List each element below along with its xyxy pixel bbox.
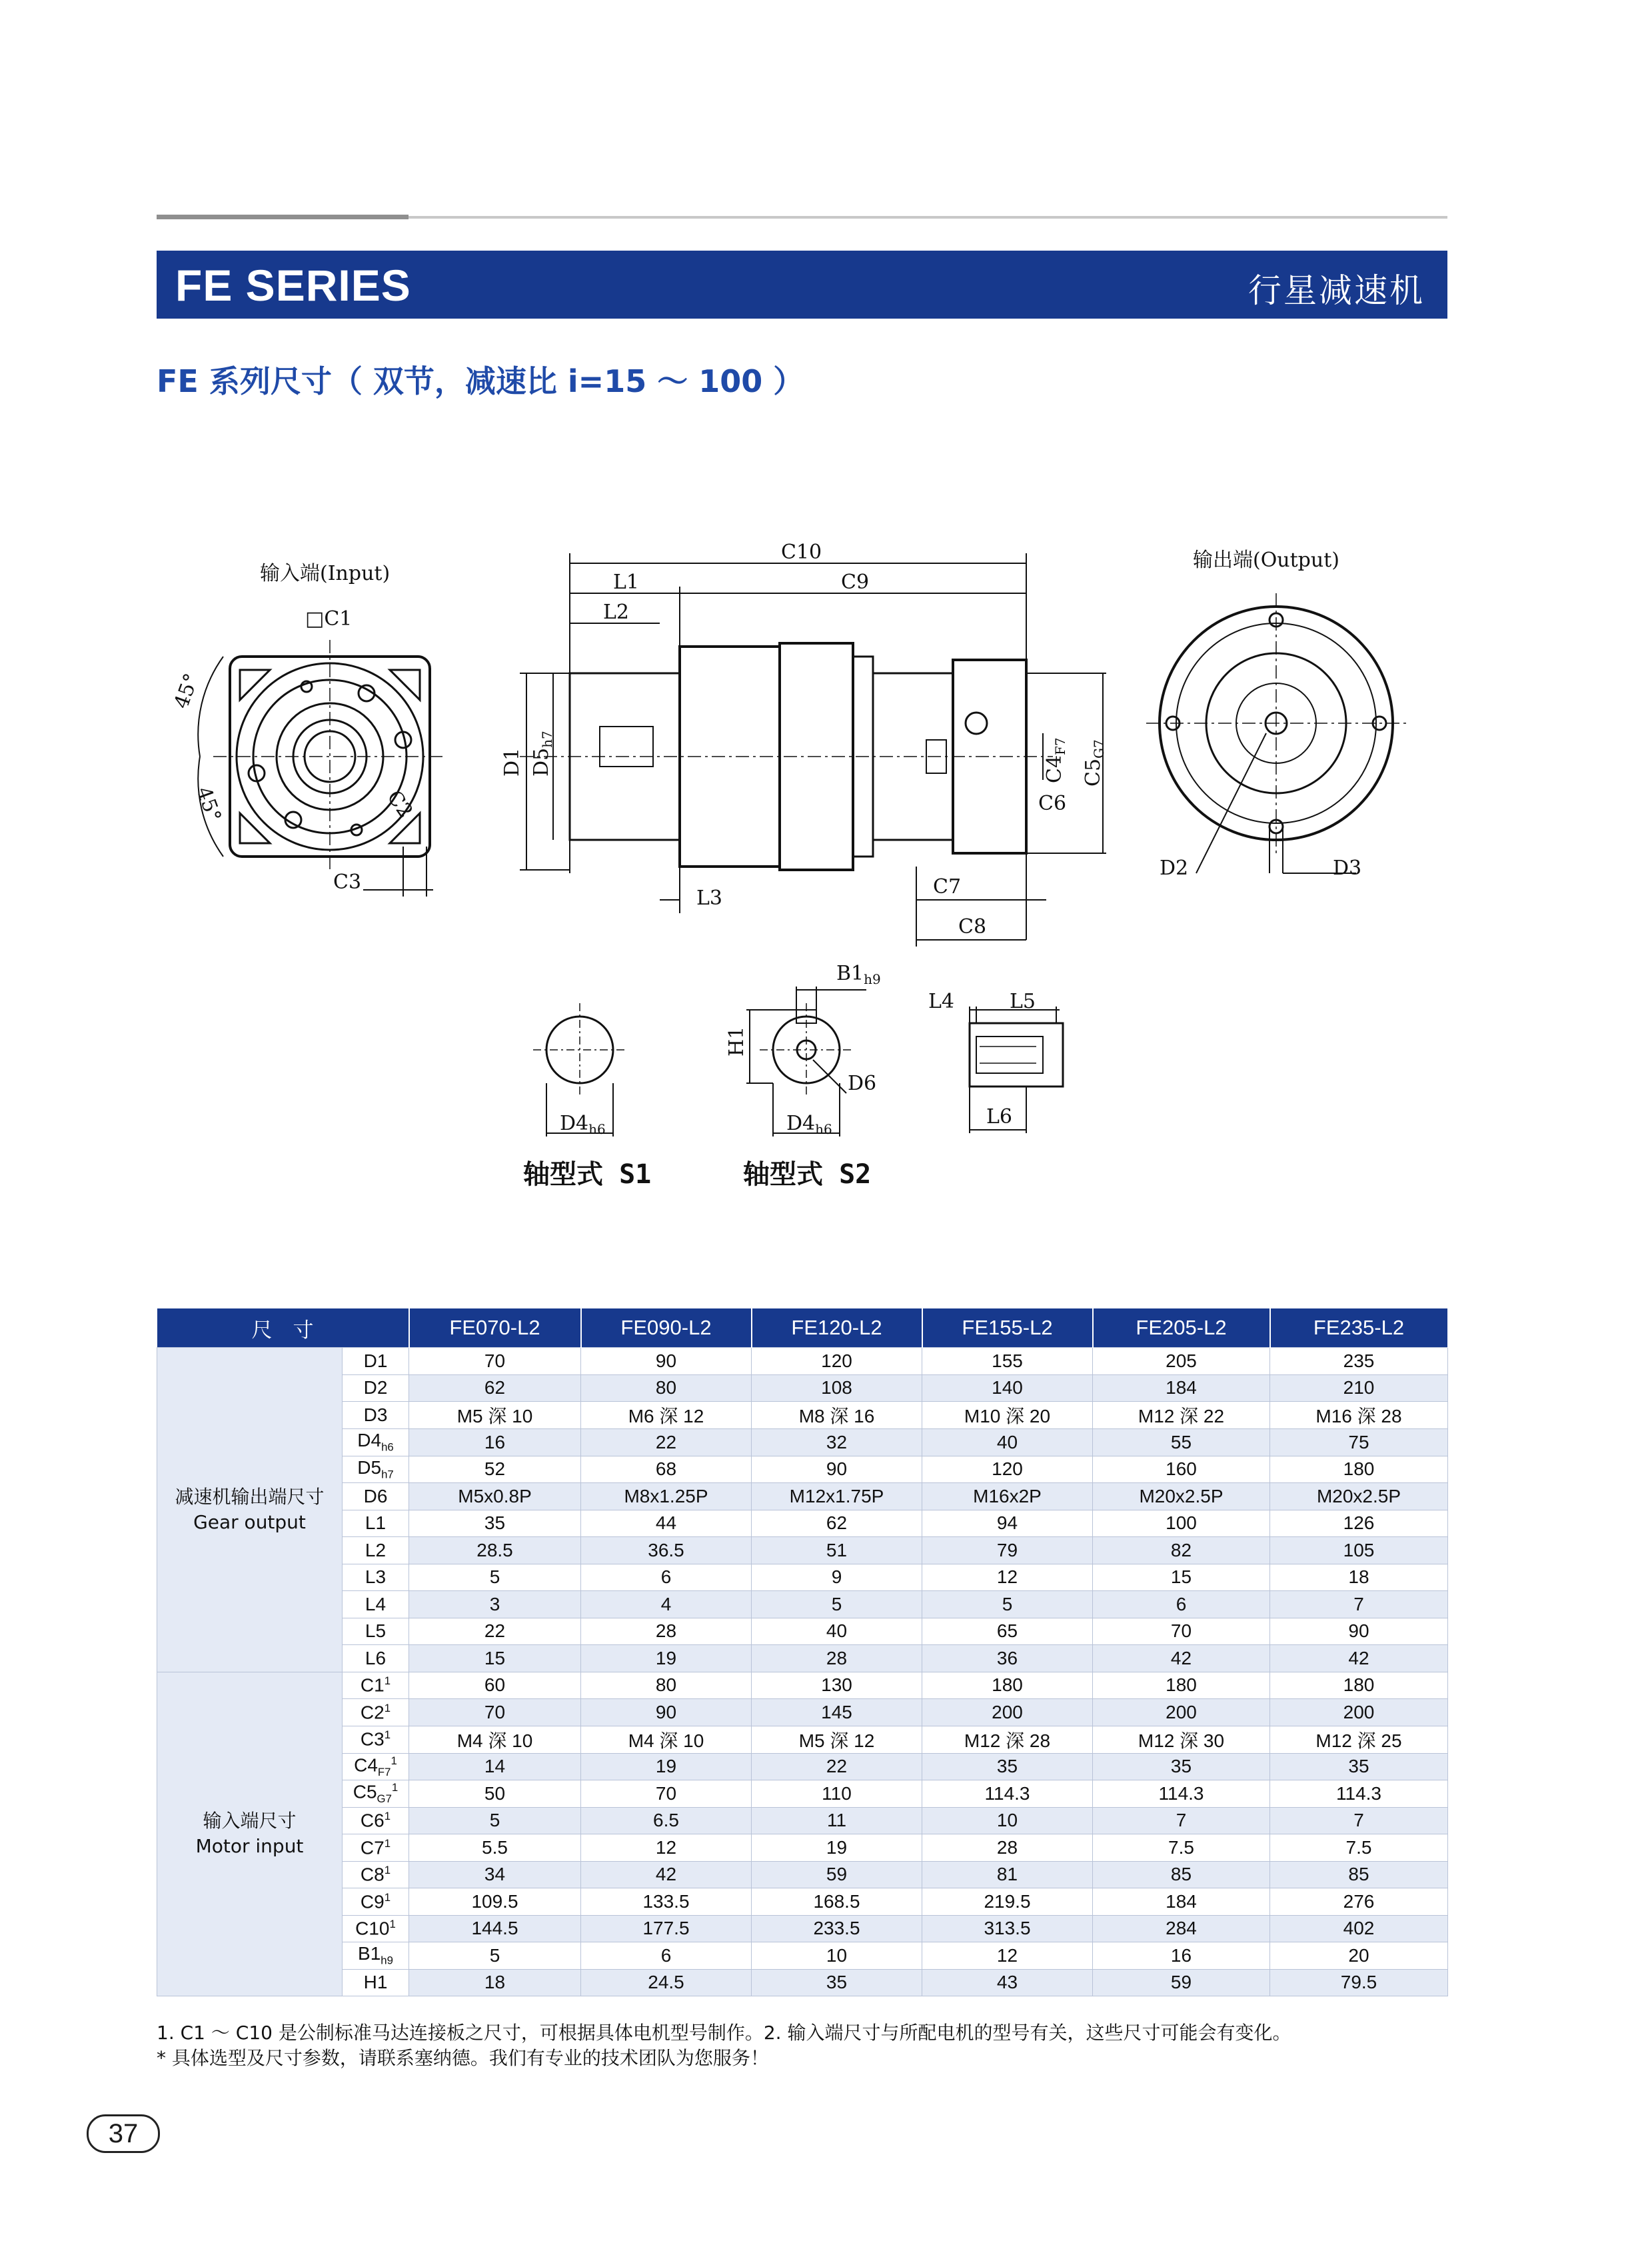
value-cell: 108 bbox=[752, 1374, 922, 1402]
c10-label: C10 bbox=[781, 541, 822, 564]
dimension-tolerance: F7 bbox=[377, 1765, 391, 1778]
value-cell: 68 bbox=[581, 1456, 752, 1483]
table-row bbox=[157, 1456, 1448, 1483]
l3-label: L3 bbox=[696, 887, 723, 910]
l6-label: L6 bbox=[986, 1105, 1013, 1128]
series-title: FE SERIES bbox=[175, 261, 411, 310]
table-row bbox=[157, 1645, 1448, 1672]
note-line-2: * 具体选型及尺寸参数，请联系塞纳德。我们有专业的技术团队为您服务！ bbox=[157, 2047, 769, 2069]
c2-label: C2 bbox=[382, 786, 418, 823]
table-row bbox=[157, 1510, 1448, 1537]
value-cell: M20x2.5P bbox=[1093, 1483, 1270, 1510]
value-cell: 79 bbox=[922, 1537, 1093, 1564]
value-cell: M6 深 12 bbox=[581, 1402, 752, 1429]
dimension-tolerance: h6 bbox=[381, 1441, 394, 1454]
value-cell: 4 bbox=[581, 1591, 752, 1618]
dimension-symbol: D4 bbox=[357, 1430, 382, 1451]
group-label-en: Gear output bbox=[193, 1510, 306, 1533]
value-cell: 184 bbox=[1093, 1888, 1270, 1916]
dimension-symbol: C7 bbox=[360, 1836, 385, 1858]
d1-label: D1 bbox=[500, 747, 524, 777]
value-cell: 210 bbox=[1270, 1374, 1448, 1402]
value-cell: 35 bbox=[1270, 1753, 1448, 1780]
thread-detail-view bbox=[970, 1007, 1063, 1133]
value-cell: 90 bbox=[581, 1348, 752, 1375]
table-row bbox=[157, 1753, 1448, 1780]
header-model: FE155-L2 bbox=[922, 1308, 1093, 1348]
dimension-tolerance: h9 bbox=[381, 1954, 393, 1968]
value-cell: 6 bbox=[1093, 1591, 1270, 1618]
table-row bbox=[157, 1942, 1448, 1970]
value-cell: 43 bbox=[922, 1969, 1093, 1996]
angle-lower: 45° bbox=[191, 783, 226, 825]
group-label-cn: 减速机输出端尺寸 bbox=[175, 1485, 325, 1508]
value-cell: 5 bbox=[752, 1591, 922, 1618]
table-row bbox=[157, 1780, 1448, 1808]
value-cell: 60 bbox=[409, 1672, 581, 1699]
value-cell: M8 深 16 bbox=[752, 1402, 922, 1429]
c3-label: C3 bbox=[333, 871, 362, 894]
d4-label-s1: $D4_{h6}$ bbox=[560, 1112, 606, 1137]
dimension-name bbox=[343, 1456, 409, 1483]
dimension-symbol: L1 bbox=[365, 1512, 387, 1534]
value-cell: 40 bbox=[752, 1618, 922, 1645]
value-cell: 140 bbox=[922, 1374, 1093, 1402]
dimension-name bbox=[343, 1915, 409, 1942]
value-cell: M4 深 10 bbox=[409, 1726, 581, 1753]
group-label-cn: 输入端尺寸 bbox=[203, 1810, 297, 1832]
value-cell: 184 bbox=[1093, 1374, 1270, 1402]
value-cell: 42 bbox=[1270, 1645, 1448, 1672]
value-cell: 3 bbox=[409, 1591, 581, 1618]
c9-label: C9 bbox=[841, 571, 870, 594]
value-cell: 50 bbox=[409, 1780, 581, 1808]
dimension-name bbox=[343, 1645, 409, 1672]
value-cell: 5.5 bbox=[409, 1834, 581, 1862]
dimension-symbol: B1 bbox=[358, 1943, 381, 1964]
series-subtitle: 行星减速机 bbox=[1248, 271, 1425, 310]
table-row bbox=[157, 1374, 1448, 1402]
dimension-name bbox=[343, 1699, 409, 1726]
d3-label: D3 bbox=[1333, 857, 1362, 880]
dimension-name bbox=[343, 1753, 409, 1780]
value-cell: 109.5 bbox=[409, 1888, 581, 1916]
c4-label: $C4_{F7}$ bbox=[1043, 737, 1068, 783]
dimension-symbol: D1 bbox=[363, 1350, 388, 1371]
value-cell: 70 bbox=[409, 1699, 581, 1726]
value-cell: 105 bbox=[1270, 1537, 1448, 1564]
d2-label: D2 bbox=[1160, 857, 1189, 880]
dimension-name bbox=[343, 1888, 409, 1916]
value-cell: 200 bbox=[922, 1699, 1093, 1726]
value-cell: 18 bbox=[1270, 1564, 1448, 1591]
value-cell: M12x1.75P bbox=[752, 1483, 922, 1510]
shaft-s2-label: 轴型式 S2 bbox=[743, 1159, 872, 1190]
value-cell: 7 bbox=[1093, 1807, 1270, 1834]
value-cell: 180 bbox=[1270, 1672, 1448, 1699]
value-cell: 51 bbox=[752, 1537, 922, 1564]
value-cell: M8x1.25P bbox=[581, 1483, 752, 1510]
value-cell: M12 深 25 bbox=[1270, 1726, 1448, 1753]
value-cell: 10 bbox=[752, 1942, 922, 1970]
dimension-footnote: 1 bbox=[384, 1674, 391, 1688]
value-cell: 16 bbox=[1093, 1942, 1270, 1970]
value-cell: 32 bbox=[752, 1429, 922, 1456]
value-cell: 12 bbox=[581, 1834, 752, 1862]
dimension-footnote: 1 bbox=[389, 1918, 396, 1931]
value-cell: 120 bbox=[752, 1348, 922, 1375]
value-cell: 16 bbox=[409, 1429, 581, 1456]
c5-label: $C5_{G7}$ bbox=[1082, 739, 1107, 787]
dimension-symbol: L6 bbox=[365, 1647, 387, 1668]
value-cell: 35 bbox=[922, 1753, 1093, 1780]
value-cell: 52 bbox=[409, 1456, 581, 1483]
value-cell: 81 bbox=[922, 1861, 1093, 1888]
l5-label: L5 bbox=[1010, 990, 1036, 1013]
value-cell: 18 bbox=[409, 1969, 581, 1996]
value-cell: 70 bbox=[409, 1348, 581, 1375]
value-cell: 85 bbox=[1270, 1861, 1448, 1888]
table-row bbox=[157, 1537, 1448, 1564]
value-cell: 35 bbox=[409, 1510, 581, 1537]
value-cell: 80 bbox=[581, 1672, 752, 1699]
value-cell: 160 bbox=[1093, 1456, 1270, 1483]
angle-upper: 45° bbox=[169, 670, 204, 712]
c1-label: □C1 bbox=[305, 607, 353, 631]
dimension-symbol: C8 bbox=[360, 1864, 385, 1885]
dimension-name bbox=[343, 1942, 409, 1970]
value-cell: 155 bbox=[922, 1348, 1093, 1375]
value-cell: 55 bbox=[1093, 1429, 1270, 1456]
dimension-table bbox=[157, 1308, 1449, 1996]
dimension-symbol: D6 bbox=[363, 1485, 388, 1506]
table-row bbox=[157, 1591, 1448, 1618]
dimension-symbol: C3 bbox=[360, 1728, 385, 1750]
value-cell: 94 bbox=[922, 1510, 1093, 1537]
table-row bbox=[157, 1402, 1448, 1429]
dimension-symbol: C6 bbox=[360, 1810, 385, 1831]
header-dimension: 尺 寸 bbox=[157, 1308, 409, 1348]
value-cell: 5 bbox=[922, 1591, 1093, 1618]
input-label: 输入端(Input) bbox=[260, 562, 391, 585]
value-cell: 6.5 bbox=[581, 1807, 752, 1834]
value-cell: M10 深 20 bbox=[922, 1402, 1093, 1429]
value-cell: 110 bbox=[752, 1780, 922, 1808]
h1-label: H1 bbox=[725, 1026, 748, 1057]
d5-label: $D5_{h7}$ bbox=[530, 731, 555, 777]
value-cell: 36.5 bbox=[581, 1537, 752, 1564]
dimension-footnote: 1 bbox=[391, 1781, 399, 1794]
value-cell: 65 bbox=[922, 1618, 1093, 1645]
value-cell: 70 bbox=[1093, 1618, 1270, 1645]
dimension-symbol: D3 bbox=[363, 1404, 388, 1425]
value-cell: 7.5 bbox=[1270, 1834, 1448, 1862]
dimension-name bbox=[343, 1726, 409, 1753]
value-cell: 180 bbox=[1093, 1672, 1270, 1699]
value-cell: M5 深 12 bbox=[752, 1726, 922, 1753]
value-cell: M16x2P bbox=[922, 1483, 1093, 1510]
value-cell: 130 bbox=[752, 1672, 922, 1699]
value-cell: 22 bbox=[409, 1618, 581, 1645]
value-cell: 85 bbox=[1093, 1861, 1270, 1888]
value-cell: 35 bbox=[752, 1969, 922, 1996]
value-cell: 80 bbox=[581, 1374, 752, 1402]
dimension-tolerance: h7 bbox=[381, 1468, 394, 1481]
c7-label: C7 bbox=[933, 875, 962, 899]
value-cell: 28 bbox=[752, 1645, 922, 1672]
value-cell: 28.5 bbox=[409, 1537, 581, 1564]
value-cell: 200 bbox=[1270, 1699, 1448, 1726]
value-cell: 11 bbox=[752, 1807, 922, 1834]
dimension-name bbox=[343, 1483, 409, 1510]
value-cell: 276 bbox=[1270, 1888, 1448, 1916]
dimension-tolerance: G7 bbox=[377, 1792, 392, 1806]
table-row bbox=[157, 1726, 1448, 1753]
dimension-name bbox=[343, 1564, 409, 1591]
value-cell: 7 bbox=[1270, 1591, 1448, 1618]
value-cell: M5x0.8P bbox=[409, 1483, 581, 1510]
shaft-s1-label: 轴型式 S1 bbox=[523, 1159, 652, 1190]
value-cell: 42 bbox=[581, 1861, 752, 1888]
value-cell: 402 bbox=[1270, 1915, 1448, 1942]
value-cell: 22 bbox=[581, 1429, 752, 1456]
table-row bbox=[157, 1834, 1448, 1862]
table-row bbox=[157, 1807, 1448, 1834]
l4-label: L4 bbox=[928, 990, 955, 1013]
header-model: FE090-L2 bbox=[581, 1308, 752, 1348]
value-cell: 62 bbox=[752, 1510, 922, 1537]
value-cell: 19 bbox=[581, 1753, 752, 1780]
dimension-name bbox=[343, 1348, 409, 1375]
dimension-symbol: D2 bbox=[363, 1377, 388, 1398]
dimension-symbol: C10 bbox=[355, 1918, 390, 1939]
value-cell: 44 bbox=[581, 1510, 752, 1537]
dimension-footnote: 1 bbox=[384, 1701, 391, 1714]
dimension-name bbox=[343, 1374, 409, 1402]
value-cell: 59 bbox=[1093, 1969, 1270, 1996]
value-cell: M4 深 10 bbox=[581, 1726, 752, 1753]
dimension-name bbox=[343, 1591, 409, 1618]
value-cell: 19 bbox=[581, 1645, 752, 1672]
header-model: FE070-L2 bbox=[409, 1308, 581, 1348]
table-row bbox=[157, 1348, 1448, 1375]
value-cell: M16 深 28 bbox=[1270, 1402, 1448, 1429]
section-title: FE 系列尺寸（ 双节，减速比 i=15 ～ 100 ） bbox=[157, 363, 804, 399]
dimension-footnote: 1 bbox=[384, 1890, 391, 1904]
value-cell: 7 bbox=[1270, 1807, 1448, 1834]
dimension-footnote: 1 bbox=[384, 1728, 391, 1742]
l2-label: L2 bbox=[603, 601, 630, 624]
value-cell: M5 深 10 bbox=[409, 1402, 581, 1429]
value-cell: 5 bbox=[409, 1807, 581, 1834]
page-number: 37 bbox=[87, 2114, 160, 2153]
value-cell: 82 bbox=[1093, 1537, 1270, 1564]
value-cell: 90 bbox=[1270, 1618, 1448, 1645]
table-row bbox=[157, 1483, 1448, 1510]
value-cell: 5 bbox=[409, 1564, 581, 1591]
output-label: 输出端(Output) bbox=[1193, 549, 1339, 572]
c8-label: C8 bbox=[958, 915, 987, 939]
value-cell: 120 bbox=[922, 1456, 1093, 1483]
output-end-view bbox=[1146, 593, 1406, 873]
value-cell: 90 bbox=[581, 1699, 752, 1726]
value-cell: 180 bbox=[1270, 1456, 1448, 1483]
value-cell: 42 bbox=[1093, 1645, 1270, 1672]
value-cell: 59 bbox=[752, 1861, 922, 1888]
value-cell: M12 深 28 bbox=[922, 1726, 1093, 1753]
value-cell: 10 bbox=[922, 1807, 1093, 1834]
value-cell: 40 bbox=[922, 1429, 1093, 1456]
table-row bbox=[157, 1429, 1448, 1456]
input-end-view bbox=[198, 640, 446, 897]
dimension-name bbox=[343, 1618, 409, 1645]
d6-label: D6 bbox=[848, 1072, 877, 1095]
value-cell: 313.5 bbox=[922, 1915, 1093, 1942]
value-cell: 19 bbox=[752, 1834, 922, 1862]
value-cell: 7.5 bbox=[1093, 1834, 1270, 1862]
value-cell: 284 bbox=[1093, 1915, 1270, 1942]
value-cell: 14 bbox=[409, 1753, 581, 1780]
value-cell: 180 bbox=[922, 1672, 1093, 1699]
value-cell: 144.5 bbox=[409, 1915, 581, 1942]
dimension-symbol: L5 bbox=[365, 1620, 387, 1642]
value-cell: 9 bbox=[752, 1564, 922, 1591]
value-cell: 90 bbox=[752, 1456, 922, 1483]
dimension-footnote: 1 bbox=[391, 1754, 397, 1767]
dimension-name bbox=[343, 1861, 409, 1888]
dimension-symbol: D5 bbox=[357, 1456, 382, 1478]
b1-label: $B1_{h9}$ bbox=[836, 962, 881, 987]
dimension-footnote: 1 bbox=[384, 1836, 391, 1850]
dimension-name bbox=[343, 1807, 409, 1834]
header-model: FE235-L2 bbox=[1270, 1308, 1448, 1348]
value-cell: 70 bbox=[581, 1780, 752, 1808]
dimension-name bbox=[343, 1429, 409, 1456]
value-cell: 12 bbox=[922, 1942, 1093, 1970]
value-cell: M12 深 30 bbox=[1093, 1726, 1270, 1753]
dimension-name bbox=[343, 1672, 409, 1699]
header-model: FE205-L2 bbox=[1093, 1308, 1270, 1348]
value-cell: 235 bbox=[1270, 1348, 1448, 1375]
value-cell: 114.3 bbox=[1270, 1780, 1448, 1808]
value-cell: 75 bbox=[1270, 1429, 1448, 1456]
table-header-row bbox=[157, 1308, 1448, 1348]
value-cell: 233.5 bbox=[752, 1915, 922, 1942]
value-cell: 145 bbox=[752, 1699, 922, 1726]
value-cell: 126 bbox=[1270, 1510, 1448, 1537]
dimension-footnote: 1 bbox=[384, 1810, 391, 1823]
value-cell: 28 bbox=[922, 1834, 1093, 1862]
value-cell: 6 bbox=[581, 1564, 752, 1591]
dimension-symbol: C9 bbox=[360, 1890, 385, 1912]
value-cell: M12 深 22 bbox=[1093, 1402, 1270, 1429]
value-cell: M20x2.5P bbox=[1270, 1483, 1448, 1510]
dimension-symbol: H1 bbox=[363, 1972, 388, 1993]
dimension-symbol: L2 bbox=[365, 1539, 387, 1560]
value-cell: 24.5 bbox=[581, 1969, 752, 1996]
dimension-symbol: C1 bbox=[360, 1674, 385, 1696]
value-cell: 114.3 bbox=[1093, 1780, 1270, 1808]
gear-output-group bbox=[157, 1348, 343, 1672]
table-row bbox=[157, 1699, 1448, 1726]
value-cell: 6 bbox=[581, 1942, 752, 1970]
value-cell: 168.5 bbox=[752, 1888, 922, 1916]
value-cell: 5 bbox=[409, 1942, 581, 1970]
value-cell: 219.5 bbox=[922, 1888, 1093, 1916]
c6-label: C6 bbox=[1038, 792, 1067, 815]
value-cell: 62 bbox=[409, 1374, 581, 1402]
table-row bbox=[157, 1888, 1448, 1916]
value-cell: 177.5 bbox=[581, 1915, 752, 1942]
value-cell: 79.5 bbox=[1270, 1969, 1448, 1996]
value-cell: 100 bbox=[1093, 1510, 1270, 1537]
value-cell: 15 bbox=[409, 1645, 581, 1672]
table-row bbox=[157, 1672, 1448, 1699]
value-cell: 35 bbox=[1093, 1753, 1270, 1780]
value-cell: 15 bbox=[1093, 1564, 1270, 1591]
value-cell: 20 bbox=[1270, 1942, 1448, 1970]
table-row bbox=[157, 1915, 1448, 1942]
group-label-en: Motor input bbox=[195, 1835, 304, 1858]
dimension-name bbox=[343, 1969, 409, 1996]
value-cell: 133.5 bbox=[581, 1888, 752, 1916]
table-body bbox=[157, 1348, 1448, 1996]
dimension-symbol: L4 bbox=[365, 1593, 387, 1614]
value-cell: 114.3 bbox=[922, 1780, 1093, 1808]
dimension-symbol: C5 bbox=[353, 1781, 377, 1802]
dimension-footnote: 1 bbox=[384, 1864, 391, 1877]
value-cell: 36 bbox=[922, 1645, 1093, 1672]
table-row bbox=[157, 1861, 1448, 1888]
header-model: FE120-L2 bbox=[752, 1308, 922, 1348]
note-line-1: 1. C1 ～ C10 是公制标准马达连接板之尺寸，可根据具体电机型号制作。2. 输入端尺寸与所配电机的型号有关，这些尺寸可能会有变化。 bbox=[157, 2022, 1291, 2044]
l1-label: L1 bbox=[613, 571, 640, 594]
dimension-name bbox=[343, 1834, 409, 1862]
table-row bbox=[157, 1564, 1448, 1591]
value-cell: 205 bbox=[1093, 1348, 1270, 1375]
dimension-symbol: L3 bbox=[365, 1566, 387, 1588]
value-cell: 200 bbox=[1093, 1699, 1270, 1726]
dimension-name bbox=[343, 1780, 409, 1808]
value-cell: 22 bbox=[752, 1753, 922, 1780]
table-row bbox=[157, 1969, 1448, 1996]
dimension-name bbox=[343, 1537, 409, 1564]
motor-input-group bbox=[157, 1672, 343, 1996]
table-row bbox=[157, 1618, 1448, 1645]
d4-label-s2: $D4_{h6}$ bbox=[786, 1112, 832, 1137]
dimension-name bbox=[343, 1510, 409, 1537]
value-cell: 28 bbox=[581, 1618, 752, 1645]
dimension-symbol: C4 bbox=[354, 1754, 378, 1776]
dimension-name bbox=[343, 1402, 409, 1429]
value-cell: 34 bbox=[409, 1861, 581, 1888]
dimension-symbol: C2 bbox=[360, 1701, 385, 1722]
value-cell: 12 bbox=[922, 1564, 1093, 1591]
